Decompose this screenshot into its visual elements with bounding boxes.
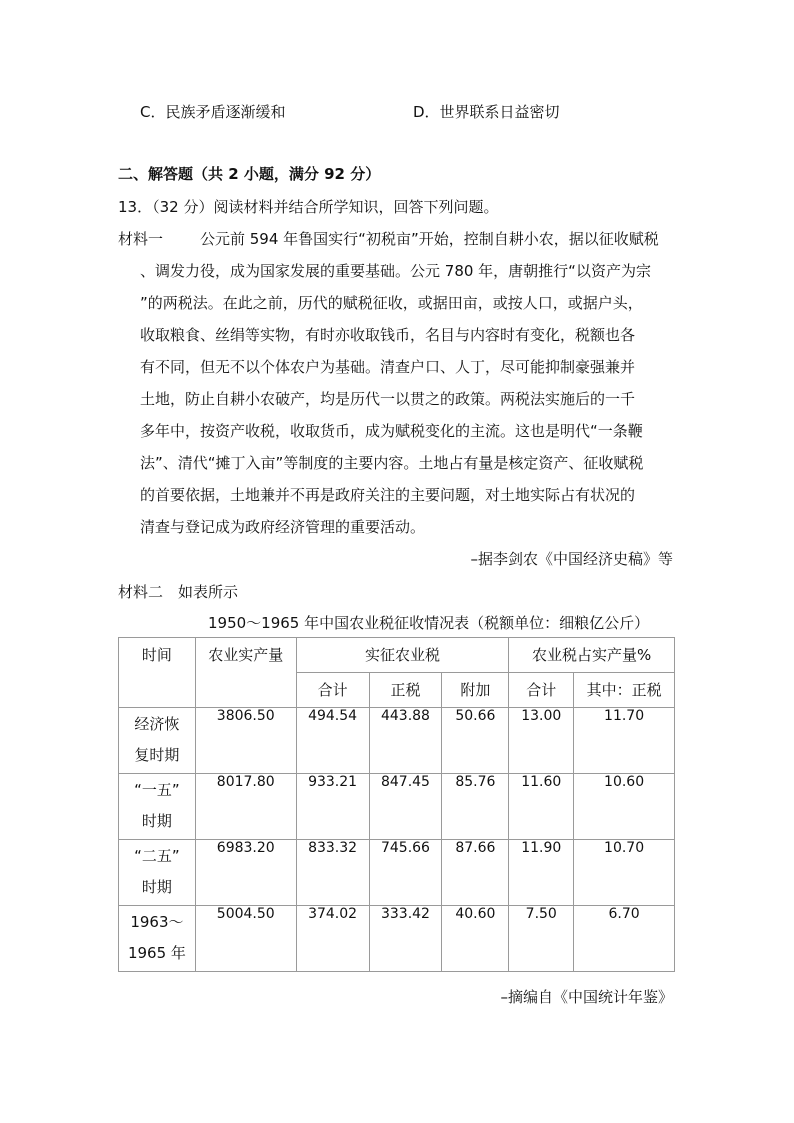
ratio-main-cell: 6.70 (574, 906, 675, 972)
period-cell: “一五” 时期 (119, 774, 196, 840)
table-row (119, 774, 675, 840)
material1-source: –据李剑农《中国经济史稿》等 (470, 550, 673, 568)
material1-line: 的首要依据，土地兼并不再是政府关注的主要问题，对土地实际占有状况的 (140, 486, 636, 504)
output-cell: 5004.50 (195, 906, 296, 972)
output-cell: 3806.50 (195, 708, 296, 774)
ratio-main-cell: 10.60 (574, 774, 675, 840)
tax-table (118, 637, 675, 972)
ratio-total-cell: 11.90 (509, 840, 574, 906)
total-cell: 833.32 (296, 840, 369, 906)
header-output: 农业实产量 (195, 638, 296, 708)
header-period: 时间 (119, 638, 196, 708)
surcharge-cell: 50.66 (442, 708, 509, 774)
material1-line: 有不同，但无不以个体农户为基础。清查户口、人丁，尽可能抑制豪强兼并 (140, 358, 636, 376)
header-total: 合计 (296, 673, 369, 708)
ratio-main-cell: 11.70 (574, 708, 675, 774)
table-row (119, 840, 675, 906)
table-row (119, 708, 675, 774)
header-ratio: 农业税占实产量% (509, 638, 675, 673)
ratio-total-cell: 11.60 (509, 774, 574, 840)
table-title: 1950～1965 年中国农业税征收情况表（税额单位：细粮亿公斤） (208, 614, 650, 632)
main-cell: 443.88 (369, 708, 442, 774)
period-cell: “二五” 时期 (119, 840, 196, 906)
header-surcharge: 附加 (442, 673, 509, 708)
main-cell: 745.66 (369, 840, 442, 906)
option-c: C．民族矛盾逐渐缓和 (140, 103, 286, 121)
total-cell: 374.02 (296, 906, 369, 972)
material1-line: 土地，防止自耕小农破产，均是历代一以贯之的政策。两税法实施后的一千 (140, 390, 636, 408)
option-d: D．世界联系日益密切 (413, 103, 560, 121)
main-cell: 333.42 (369, 906, 442, 972)
material1-line: 收取粮食、丝绢等实物，有时亦收取钱币，名目与内容时有变化，税额也各 (140, 326, 636, 344)
section-title: 二、解答题（共 2 小题，满分 92 分） (118, 165, 381, 183)
material1-line: ”的两税法。在此之前，历代的赋税征收，或据田亩，或按人口，或据户头， (140, 294, 643, 312)
surcharge-cell: 87.66 (442, 840, 509, 906)
header-levied: 实征农业税 (296, 638, 509, 673)
header-ratio-total: 合计 (509, 673, 574, 708)
material1-line: 法”、清代“摊丁入亩”等制度的主要内容。土地占有量是核定资产、征收赋税 (140, 454, 644, 472)
period-cell: 1963～ 1965 年 (119, 906, 196, 972)
material1-line: 清查与登记成为政府经济管理的重要活动。 (140, 518, 426, 536)
period-cell: 经济恢 复时期 (119, 708, 196, 774)
output-cell: 8017.80 (195, 774, 296, 840)
header-ratio-main: 其中：正税 (574, 673, 675, 708)
ratio-total-cell: 13.00 (509, 708, 574, 774)
ratio-total-cell: 7.50 (509, 906, 574, 972)
surcharge-cell: 85.76 (442, 774, 509, 840)
ratio-main-cell: 10.70 (574, 840, 675, 906)
total-cell: 933.21 (296, 774, 369, 840)
material1-line: 公元前 594 年鲁国实行“初税亩”开始，控制自耕小农，据以征收赋税 (200, 230, 659, 248)
material2-label: 材料二 如表所示 (118, 583, 239, 601)
question-stem: 13．（32 分）阅读材料并结合所学知识，回答下列问题。 (118, 198, 499, 216)
material2-source: –摘编自《中国统计年鉴》 (500, 988, 673, 1006)
table-row (119, 906, 675, 972)
material1-line: 多年中，按资产收税，收取货币，成为赋税变化的主流。这也是明代“一条鞭 (140, 422, 643, 440)
output-cell: 6983.20 (195, 840, 296, 906)
material1-line: 、调发力役，成为国家发展的重要基础。公元 780 年，唐朝推行“以资产为宗 (140, 262, 651, 280)
surcharge-cell: 40.60 (442, 906, 509, 972)
total-cell: 494.54 (296, 708, 369, 774)
main-cell: 847.45 (369, 774, 442, 840)
material1-label: 材料一 (118, 230, 164, 248)
header-main: 正税 (369, 673, 442, 708)
